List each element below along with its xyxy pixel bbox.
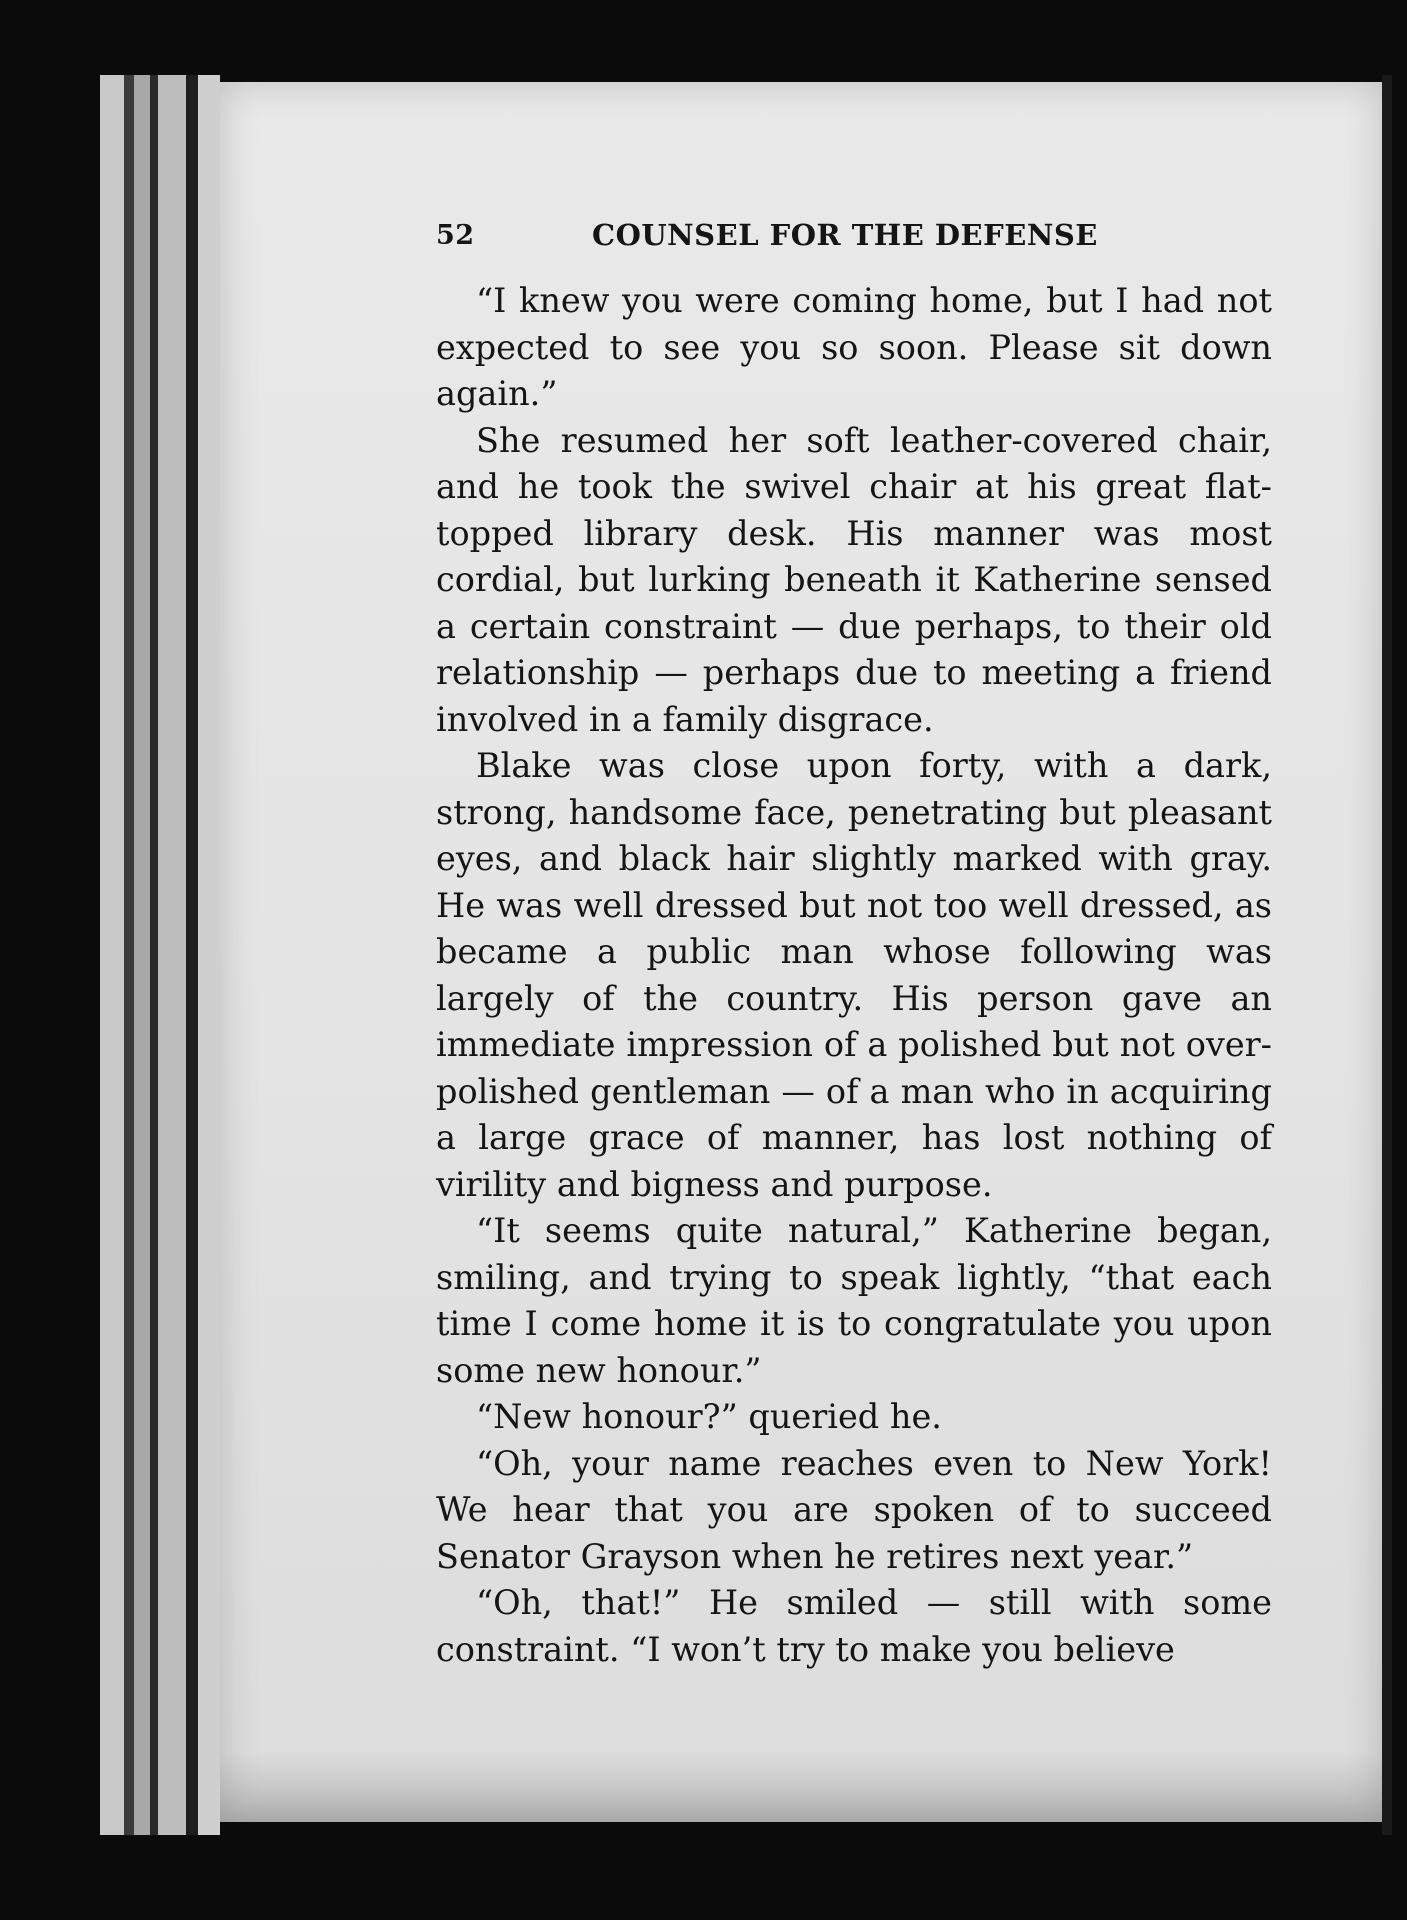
book-binding-strip [186, 75, 198, 1835]
book-binding-strip [134, 75, 150, 1835]
running-head: COUNSEL FOR THE DEFENSE [592, 218, 1098, 252]
page-right-edge [1382, 75, 1392, 1835]
paragraph: “I knew you were coming home, but I had not expected to see you so soon. Please sit down again.” [436, 281, 1272, 413]
book-binding-strip [100, 75, 124, 1835]
paragraph: “New honour?” queried he. [476, 1397, 942, 1436]
page-header [436, 218, 1272, 258]
page-number: 52 [436, 220, 475, 251]
book-binding-strip [124, 75, 134, 1835]
paragraph: Blake was close upon forty, with a dark, strong, handsome face, penetrating but pleasant eyes, and black hair slightly marked with gray. He was well dressed but not too well dressed, as became a public man whose following was largely of the country. His person gave an immediate impression of a polished but not over-polished gentleman — of a man who in acquiring a large grace of manner, has lost nothing of virility and bigness and purpose. [436, 746, 1272, 1204]
paragraph: “It seems quite natural,” Katherine began, smiling, and trying to speak lightly, “that each time I come home it is to congratulate you upon some new honour.” [436, 1211, 1272, 1390]
page-shadow [220, 1752, 1382, 1822]
body-text [436, 278, 1272, 1673]
book-binding-strip [198, 75, 220, 1835]
paragraph: She resumed her soft leather-covered chair, and he took the swivel chair at his great flat-topped library desk. His manner was most cordial, but lurking beneath it Katherine sensed a certain constraint — due perhaps, to their old relationship — perhaps due to meeting a friend involved in a family disgrace. [436, 420, 1272, 739]
paragraph: “Oh, that!” He smiled — still with some constraint. “I won’t try to make you believe [436, 1583, 1272, 1669]
book-binding-strip [150, 75, 158, 1835]
paragraph: “Oh, your name reaches even to New York! We hear that you are spoken of to succeed Senator Grayson when he retires next year.” [436, 1443, 1272, 1576]
book-binding-strip [158, 75, 186, 1835]
